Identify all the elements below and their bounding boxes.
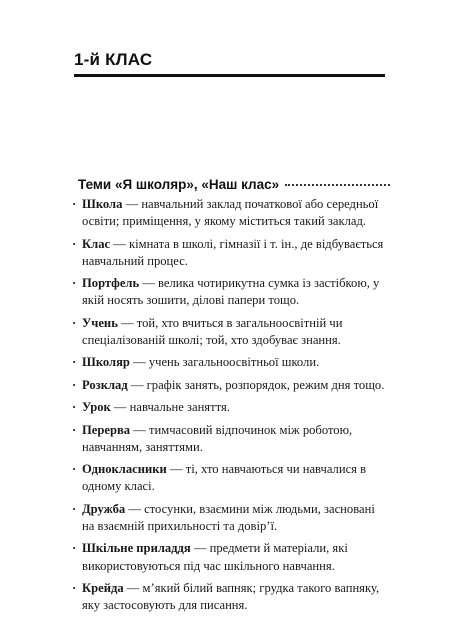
section-title: Теми «Я школяр», «Наш клас» (78, 177, 280, 192)
entry-definition: — кімната в школі, гімназії і т. ін., де відбувається навчальний процес. (82, 236, 384, 268)
dotted-leader (285, 184, 390, 186)
glossary-list (72, 196, 390, 620)
glossary-entry (72, 377, 390, 394)
entry-term: Школяр (82, 355, 130, 370)
bullet-icon: · (72, 377, 77, 392)
bullet-icon: · (72, 541, 77, 556)
entry-term: Розклад (82, 377, 128, 392)
glossary-entry (72, 422, 390, 456)
glossary-entry (72, 580, 390, 614)
entry-definition: — тимчасовий відпочинок між роботою, навчанням, заняттями. (82, 422, 353, 454)
glossary-entry (72, 399, 390, 416)
entry-term: Учень (82, 315, 118, 330)
entry-term: Однокласники (82, 462, 167, 477)
glossary-entry (72, 354, 390, 371)
glossary-entry (72, 315, 390, 349)
chapter-title: 1-й КЛАС (74, 50, 153, 69)
glossary-entry (72, 540, 390, 574)
bullet-icon: · (72, 501, 77, 516)
entry-definition: — той, хто вчиться в загальноосвітній чи спеціалізованій школі; той, хто здобуває знання. (82, 315, 343, 347)
entry-term: Перерва (82, 422, 131, 437)
entry-term: Дружба (82, 501, 126, 516)
glossary-entry (72, 501, 390, 535)
entry-term: Урок (82, 400, 111, 415)
bullet-icon: · (72, 197, 77, 211)
entry-term: Школа (82, 197, 123, 211)
entry-term: Клас (82, 236, 111, 251)
entry-definition: — навчальне заняття. (110, 400, 230, 415)
entry-term: Портфель (82, 276, 140, 291)
glossary-entry (72, 461, 390, 495)
bullet-icon: · (72, 236, 77, 251)
entry-definition: — м’який білий вапняк; грудка такого вапняку, яку застосовують для писання. (82, 580, 380, 613)
entry-definition: — предмети й матеріали, які використовуються під час шкільного навчання. (82, 541, 348, 573)
entry-term: Крейда (82, 580, 124, 595)
entry-definition: — учень загальноосвітньої школи. (129, 355, 320, 370)
section-heading (78, 177, 390, 192)
glossary-entry (72, 236, 390, 270)
bullet-icon: · (72, 422, 77, 437)
glossary-entry (72, 196, 390, 230)
bullet-icon: · (72, 462, 77, 477)
bullet-icon: · (72, 400, 77, 415)
bullet-icon: · (72, 315, 77, 330)
glossary-entry (72, 275, 390, 309)
entry-definition: — графік занять, розпорядок, режим дня тощо. (127, 377, 385, 392)
entry-definition: — велика чотирикутна сумка із застібкою, у якій носять зошити, ділові папери тощо. (82, 276, 380, 308)
entry-definition: — стосунки, взаємини між людьми, засновані на взаємній прихильності та довір’ї. (82, 501, 375, 533)
bullet-icon: · (72, 276, 77, 291)
chapter-rule (74, 74, 385, 77)
entry-definition: — навчальний заклад початкової або середньої освіти; приміщення, у якому міститься такий заклад. (82, 197, 379, 229)
entry-definition: — ті, хто навчаються чи навчалися в одному класі. (82, 462, 367, 494)
entry-term: Шкільне приладдя (82, 541, 191, 556)
bullet-icon: · (72, 355, 77, 370)
bullet-icon: · (72, 580, 77, 595)
